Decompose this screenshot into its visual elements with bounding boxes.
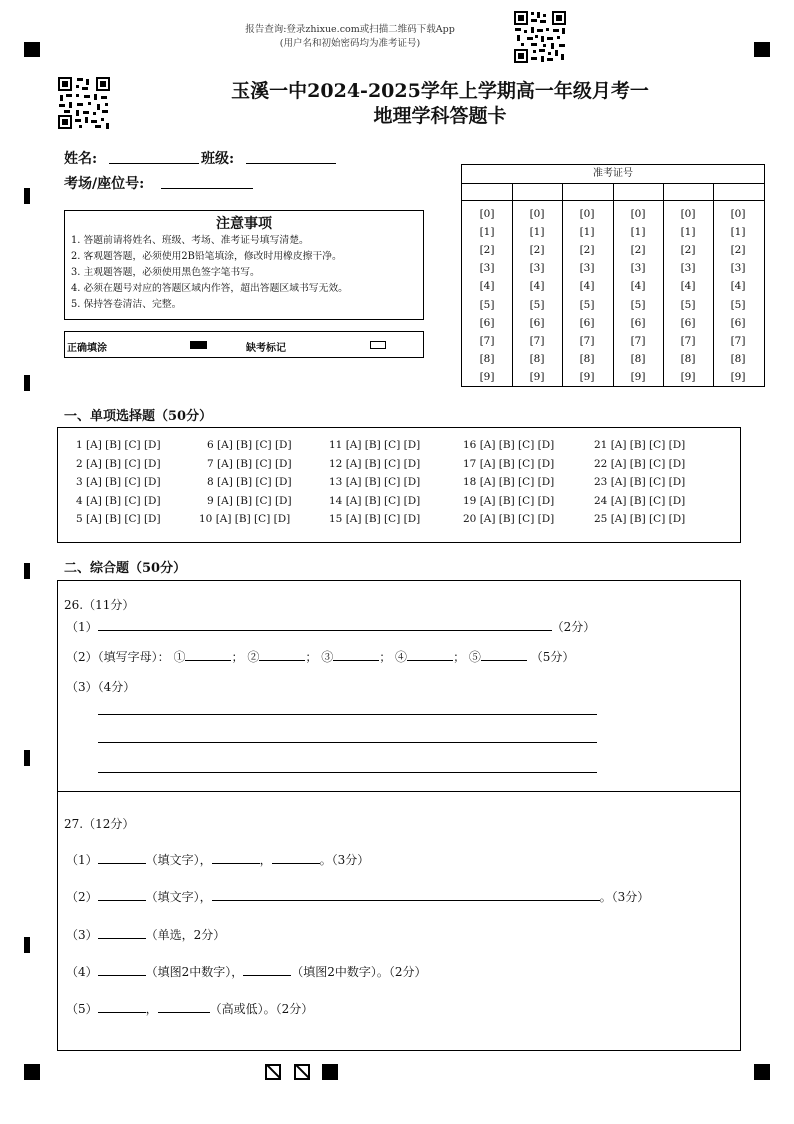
q27-p5-comma: ，: [145, 1002, 158, 1016]
corner-mark-top-left: [24, 42, 40, 57]
mcq-question-row[interactable]: 22 [A] [B] [C] [D]: [594, 457, 686, 470]
q26-p2-score: （5分）: [530, 650, 575, 664]
class-field[interactable]: [246, 163, 336, 164]
mcq-question-row[interactable]: 13 [A] [B] [C] [D]: [329, 476, 421, 489]
q27-p1-score: 。（3分）: [319, 853, 370, 867]
exam-id-digit-bubble[interactable]: [5]: [730, 298, 746, 311]
absent-mark-box[interactable]: [370, 341, 386, 349]
q27-p4-blank-1[interactable]: [98, 963, 146, 976]
timing-mark: [24, 563, 30, 579]
exam-id-digit-bubble[interactable]: [0]: [630, 208, 646, 220]
mcq-question-row[interactable]: 5 [A] [B] [C] [D]: [76, 513, 161, 526]
qr-code-sheet-icon: [57, 76, 111, 130]
mcq-question-row[interactable]: 2 [A] [B] [C] [D]: [76, 457, 161, 470]
timing-mark: [24, 188, 30, 204]
correct-fill-sample: [190, 341, 207, 349]
q26-p1-num: （1）: [66, 620, 98, 634]
exam-id-digit-bubble[interactable]: [9]: [730, 370, 746, 383]
q27-p2-blank-1[interactable]: [98, 888, 146, 901]
exam-id-digit-bubble[interactable]: [7]: [579, 334, 595, 347]
exam-id-digit-bubble[interactable]: [9]: [479, 370, 495, 383]
exam-id-digit-bubble[interactable]: [6]: [630, 316, 646, 329]
notice-item: 5. 保持答卷清洁、完整。: [71, 299, 182, 310]
exam-id-digit-bubble[interactable]: [5]: [579, 298, 595, 311]
q27-p5-blank-1[interactable]: [98, 1000, 146, 1013]
q27-p3-num: （3）: [66, 928, 98, 942]
notice-title: 注意事项: [216, 216, 272, 232]
mcq-question-row[interactable]: 4 [A] [B] [C] [D]: [76, 494, 161, 507]
q26-p2-c5: ⑤: [468, 650, 481, 664]
q27-part5: [66, 1000, 313, 1017]
exam-id-digit-bubble[interactable]: [3]: [479, 262, 495, 275]
seat-field[interactable]: [161, 188, 253, 189]
exam-id-digit-bubble[interactable]: [1]: [680, 226, 696, 239]
q26-p2-num: （2）（填写字母）：: [66, 650, 170, 664]
section2-title: 二、综合题（50分）: [64, 561, 187, 576]
correct-fill-label: 正确填涂: [67, 343, 107, 354]
q26-p2-c3: ③: [321, 650, 334, 664]
q27-p2-score: 。（3分）: [599, 890, 650, 904]
mcq-question-row[interactable]: 21 [A] [B] [C] [D]: [594, 439, 686, 451]
exam-id-digit-bubble[interactable]: [0]: [730, 208, 746, 220]
q27-part4: [66, 963, 427, 980]
corner-mark-bottom-left: [24, 1064, 40, 1080]
mcq-question-row[interactable]: 11 [A] [B] [C] [D]: [329, 439, 421, 451]
exam-id-digit-bubble[interactable]: [2]: [579, 244, 595, 257]
exam-id-digit-bubble[interactable]: [3]: [630, 262, 646, 275]
q27-p5-blank-2[interactable]: [158, 1000, 210, 1013]
q27-p4-hint2: （填图2中数字）。（2分）: [291, 965, 427, 979]
exam-id-digit-bubble[interactable]: [7]: [680, 334, 696, 347]
q27-p1-comma: ，: [259, 853, 272, 867]
exam-id-digit-bubble[interactable]: [7]: [730, 334, 746, 347]
q26-box: [57, 580, 741, 792]
notice-item: 2. 客观题答题，必须使用2B铅笔填涂，修改时用橡皮擦干净。: [71, 251, 342, 262]
q26-part2: [66, 648, 574, 665]
query-line-2: (用户名和初始密码均为准考证号): [279, 38, 421, 49]
q26-p2-blank-4[interactable]: [407, 648, 453, 661]
q26-p1-score: （2分）: [551, 620, 596, 634]
exam-id-digit-bubble[interactable]: [3]: [579, 262, 595, 275]
exam-id-digit-bubble[interactable]: [0]: [680, 208, 696, 220]
q27-p1-blank-1[interactable]: [98, 851, 146, 864]
exam-id-digit-bubble[interactable]: [3]: [680, 262, 696, 275]
exam-id-digit-bubble[interactable]: [3]: [730, 262, 746, 275]
exam-id-digit-bubble[interactable]: [2]: [479, 244, 495, 257]
exam-id-grid: [461, 164, 765, 387]
timing-mark: [24, 375, 30, 391]
exam-id-digit-bubble[interactable]: [6]: [529, 316, 545, 329]
mcq-question-row[interactable]: 15 [A] [B] [C] [D]: [329, 513, 421, 526]
class-label: 班级:: [201, 151, 235, 167]
page-subtitle: 地理学科答题卡: [373, 105, 507, 127]
exam-id-digit-bubble[interactable]: [2]: [680, 244, 696, 257]
mcq-question-row[interactable]: 16 [A] [B] [C] [D]: [463, 439, 555, 451]
q26-p2-c1: ①: [173, 650, 186, 664]
exam-id-digit-bubble[interactable]: [6]: [680, 316, 696, 329]
exam-id-digit-bubble[interactable]: [7]: [630, 334, 646, 347]
notice-box: [64, 210, 424, 320]
exam-id-digit-bubble[interactable]: [4]: [630, 280, 646, 293]
exam-id-digit-bubble[interactable]: [5]: [479, 298, 495, 311]
q26-p3-answer-line[interactable]: [98, 772, 597, 773]
q26-p2-blank-3[interactable]: [333, 648, 379, 661]
page-mark-slash-icon: [294, 1064, 310, 1080]
mcq-question-row[interactable]: 7 [A] [B] [C] [D]: [207, 457, 292, 470]
exam-id-digit-bubble[interactable]: [4]: [680, 280, 696, 293]
mcq-question-row[interactable]: 23 [A] [B] [C] [D]: [594, 476, 686, 489]
q26-p3-answer-line[interactable]: [98, 714, 597, 715]
q27-p3-hint: （单选，2分）: [145, 928, 226, 942]
q26-p2-blank-2[interactable]: [259, 648, 305, 661]
section1-title: 一、单项选择题（50分）: [64, 409, 213, 424]
exam-id-digit-bubble[interactable]: [9]: [579, 370, 595, 383]
mcq-question-row[interactable]: 8 [A] [B] [C] [D]: [207, 476, 292, 489]
report-query-note: [200, 23, 500, 51]
q26-p2-sep: ；: [379, 650, 392, 664]
page-mark-filled-icon: [322, 1064, 338, 1080]
q27-p4-num: （4）: [66, 965, 98, 979]
exam-id-digit-bubble[interactable]: [2]: [730, 244, 746, 257]
exam-id-digit-bubble[interactable]: [4]: [579, 280, 595, 293]
q26-heading: 26.（11分）: [64, 598, 135, 612]
q26-p3-answer-line[interactable]: [98, 742, 597, 743]
mcq-question-row[interactable]: 19 [A] [B] [C] [D]: [463, 494, 555, 507]
exam-id-digit-bubble[interactable]: [7]: [479, 334, 495, 347]
seat-label: 考场/座位号:: [64, 176, 145, 192]
timing-mark: [24, 937, 30, 953]
exam-id-digit-bubble[interactable]: [8]: [479, 352, 495, 365]
exam-id-digit-bubble[interactable]: [0]: [579, 208, 595, 220]
q27-part3: [66, 926, 225, 943]
exam-id-digit-bubble[interactable]: [9]: [630, 370, 646, 383]
q27-p5-num: （5）: [66, 1002, 98, 1016]
exam-id-digit-bubble[interactable]: [6]: [579, 316, 595, 329]
exam-id-title: 准考证号: [462, 165, 764, 184]
mcq-question-row[interactable]: 6 [A] [B] [C] [D]: [207, 439, 292, 451]
q27-p1-blank-3[interactable]: [272, 851, 320, 864]
q26-p2-sep: ；: [453, 650, 466, 664]
exam-id-digit-bubble[interactable]: [0]: [479, 208, 495, 220]
page-mark-slash-icon: [265, 1064, 281, 1080]
q27-part2: [66, 888, 649, 905]
mcq-question-row[interactable]: 3 [A] [B] [C] [D]: [76, 476, 161, 489]
fill-legend: [64, 331, 424, 358]
exam-id-digit-bubble[interactable]: [9]: [680, 370, 696, 383]
corner-mark-top-right: [754, 42, 770, 57]
exam-id-digit-bubble[interactable]: [4]: [529, 280, 545, 293]
exam-id-digit-bubble[interactable]: [5]: [680, 298, 696, 311]
exam-id-digit-bubble[interactable]: [1]: [630, 226, 646, 239]
mcq-question-row[interactable]: 17 [A] [B] [C] [D]: [463, 457, 555, 470]
exam-id-digit-bubble[interactable]: [5]: [529, 298, 545, 311]
exam-id-digit-bubble[interactable]: [6]: [479, 316, 495, 329]
exam-id-digit-bubble[interactable]: [8]: [730, 352, 746, 365]
q27-p2-num: （2）: [66, 890, 98, 904]
exam-id-digit-bubble[interactable]: [8]: [680, 352, 696, 365]
notice-item: 1. 答题前请将姓名、班级、考场、准考证号填写清楚。: [71, 235, 309, 246]
exam-id-digit-bubble[interactable]: [8]: [630, 352, 646, 365]
q27-p2-blank-2[interactable]: [212, 888, 600, 901]
exam-id-digit-bubble[interactable]: [1]: [479, 226, 495, 239]
notice-item: 4. 必须在题号对应的答题区域内作答，超出答题区域书写无效。: [71, 283, 348, 294]
q26-part1: [66, 618, 595, 635]
q27-p5-hint: （高或低）。（2分）: [209, 1002, 314, 1016]
q27-p1-blank-2[interactable]: [212, 851, 260, 864]
mcq-question-row[interactable]: 12 [A] [B] [C] [D]: [329, 457, 421, 470]
exam-id-digit-bubble[interactable]: [8]: [529, 352, 545, 365]
mcq-question-row[interactable]: 20 [A] [B] [C] [D]: [463, 513, 555, 526]
name-field[interactable]: [109, 163, 199, 164]
corner-mark-bottom-right: [754, 1064, 770, 1080]
qr-code-app-icon: [513, 10, 567, 64]
timing-mark: [24, 750, 30, 766]
mcq-question-row[interactable]: 10 [A] [B] [C] [D]: [199, 513, 291, 526]
exam-id-digit-bubble[interactable]: [6]: [730, 316, 746, 329]
exam-id-digit-bubble[interactable]: [2]: [529, 244, 545, 257]
q26-p1-answer-line[interactable]: [98, 618, 552, 631]
query-line-1: 报告查询:登录zhixue.com或扫描二维码下载App: [245, 24, 455, 35]
exam-id-digit-bubble[interactable]: [1]: [529, 226, 545, 239]
exam-id-digit-bubble[interactable]: [1]: [730, 226, 746, 239]
q27-p3-blank[interactable]: [98, 926, 146, 939]
name-label: 姓名:: [64, 151, 98, 167]
mcq-question-row[interactable]: 25 [A] [B] [C] [D]: [594, 513, 686, 526]
mcq-question-row[interactable]: 9 [A] [B] [C] [D]: [207, 494, 292, 507]
q27-part1: [66, 851, 369, 868]
q27-heading: 27.（12分）: [64, 817, 135, 831]
q26-p2-blank-5[interactable]: [481, 648, 527, 661]
mcq-question-row[interactable]: 14 [A] [B] [C] [D]: [329, 494, 421, 507]
exam-id-digit-bubble[interactable]: [4]: [730, 280, 746, 293]
exam-id-digit-bubble[interactable]: [0]: [529, 208, 545, 220]
exam-id-digit-bubble[interactable]: [2]: [630, 244, 646, 257]
exam-id-digit-bubble[interactable]: [9]: [529, 370, 545, 383]
q26-part3: （3）（4分）: [66, 680, 136, 694]
mcq-question-row[interactable]: 1 [A] [B] [C] [D]: [76, 439, 161, 451]
q27-p2-hint: （填文字），: [145, 890, 212, 904]
absent-mark-label: 缺考标记: [246, 343, 286, 354]
q27-p1-num: （1）: [66, 853, 98, 867]
exam-id-digit-bubble[interactable]: [4]: [479, 280, 495, 293]
q27-p1-hint: （填文字），: [145, 853, 212, 867]
exam-id-digit-bubble[interactable]: [1]: [579, 226, 595, 239]
q26-p2-sep: ；: [231, 650, 244, 664]
mcq-box: [57, 427, 741, 543]
q26-p2-blank-1[interactable]: [185, 648, 231, 661]
mcq-question-row[interactable]: 18 [A] [B] [C] [D]: [463, 476, 555, 489]
q26-p2-c4: ④: [395, 650, 408, 664]
exam-id-digit-bubble[interactable]: [5]: [630, 298, 646, 311]
q26-p2-sep: ；: [305, 650, 318, 664]
exam-id-digit-bubble[interactable]: [7]: [529, 334, 545, 347]
exam-id-digit-bubble[interactable]: [8]: [579, 352, 595, 365]
q27-p4-hint1: （填图2中数字），: [145, 965, 244, 979]
q26-p2-c2: ②: [247, 650, 260, 664]
mcq-question-row[interactable]: 24 [A] [B] [C] [D]: [594, 494, 686, 507]
exam-id-digit-bubble[interactable]: [3]: [529, 262, 545, 275]
notice-item: 3. 主观题答题，必须使用黑色签字笔书写。: [71, 267, 260, 278]
page-title: 玉溪一中2024-2025学年上学期高一年级月考一: [231, 80, 649, 102]
q27-p4-blank-2[interactable]: [243, 963, 291, 976]
